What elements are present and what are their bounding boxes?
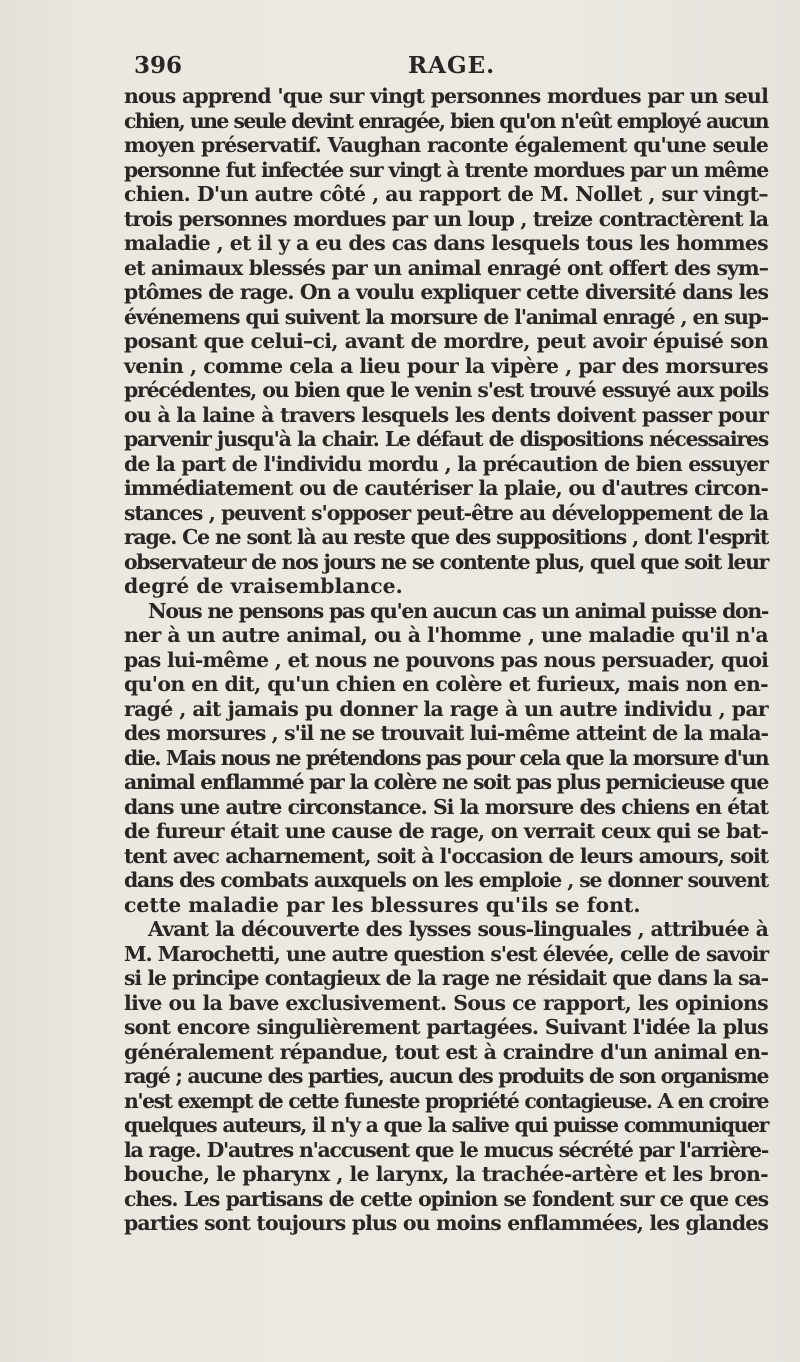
text-line: de la part de l'individu mordu , la précaution de bien essuyer: [124, 451, 768, 476]
text-line: die. Mais nous ne prétendons pas pour cela que la morsure d'un: [124, 745, 768, 770]
running-head: RAGE.: [408, 52, 496, 79]
text-line: parties sont toujours plus ou moins enflammées, les glandes: [124, 1211, 768, 1235]
text-line-paragraph-start: Avant la découverte des lysses sous-linguales , attribuée à: [148, 917, 768, 941]
body-text: [124, 84, 768, 1236]
text-line: personne fut infectée sur vingt à trente mordues par un même: [124, 157, 768, 182]
text-line: événemens qui suivent la morsure de l'animal enragé , en sup-: [124, 304, 768, 329]
text-line-paragraph-end: degré de vraisemblance.: [124, 574, 403, 598]
text-line: rage. Ce ne sont là au reste que des suppositions , dont l'esprit: [124, 525, 768, 549]
text-line: ches. Les partisans de cette opinion se fondent sur ce que ces: [124, 1186, 768, 1211]
text-line: dans des combats auxquels on les emploie , se donner souvent: [124, 868, 768, 892]
text-line: chien. D'un autre côté , au rapport de M. Nollet , sur vingt–: [124, 182, 768, 206]
text-line: M. Marochetti, une autre question s'est élevée, celle de savoir: [124, 941, 768, 966]
page-header: [126, 52, 766, 80]
text-line: parvenir jusqu'à la chair. Le défaut de dispositions nécessaires: [124, 427, 768, 451]
text-line: live ou la bave exclusivement. Sous ce rapport, les opinions: [124, 990, 768, 1015]
text-line: précédentes, ou bien que le venin s'est trouvé essuyé aux poils: [124, 378, 768, 402]
text-line: nous apprend 'que sur vingt personnes mordues par un seul: [124, 84, 768, 108]
text-line: moyen préservatif. Vaughan raconte également qu'une seule: [124, 133, 768, 157]
text-line: tent avec acharnement, soit à l'occasion de leurs amours, soit: [124, 843, 768, 868]
text-line: et animaux blessés par un animal enragé ont offert des sym–: [124, 255, 768, 280]
text-line: bouche, le pharynx , le larynx, la trachée-artère et les bron-: [124, 1162, 768, 1186]
text-line: sont encore singulièrement partagées. Suivant l'idée la plus: [124, 1015, 768, 1039]
text-line: de fureur était une cause de rage, on verrait ceux qui se bat-: [124, 819, 768, 843]
text-line: dans une autre circonstance. Si la morsure des chiens en état: [124, 794, 768, 819]
text-line: immédiatement ou de cautériser la plaie, ou d'autres circon-: [124, 476, 768, 500]
page-number: 396: [134, 52, 183, 79]
text-line: ner à un autre animal, ou à l'homme , une maladie qu'il n'a: [124, 623, 768, 647]
text-line: animal enflammé par la colère ne soit pas plus pernicieuse que: [124, 770, 768, 794]
text-line: stances , peuvent s'opposer peut-être au développement de la: [124, 500, 768, 525]
text-line-paragraph-end: cette maladie par les blessures qu'ils se font.: [124, 892, 641, 917]
text-line: ragé , ait jamais pu donner la rage à un autre individu , par: [124, 696, 768, 721]
text-line: qu'on en dit, qu'un chien en colère et furieux, mais non en-: [124, 672, 768, 696]
text-line: des morsures , s'il ne se trouvait lui-même atteint de la mala-: [124, 721, 768, 745]
text-line: posant que celui–ci, avant de mordre, peut avoir épuisé son: [124, 329, 768, 353]
text-line: observateur de nos jours ne se contente plus, quel que soit leur: [124, 549, 768, 574]
text-line: si le principe contagieux de la rage ne résidait que dans la sa-: [124, 966, 768, 990]
text-line: venin , comme cela a lieu pour la vipère , par des morsures: [124, 353, 768, 378]
text-line: généralement répandue, tout est à craindre d'un animal en-: [124, 1039, 768, 1064]
text-line: maladie , et il y a eu des cas dans lesquels tous les hommes: [124, 231, 768, 255]
text-line: ptômes de rage. On a voulu expliquer cette diversité dans les: [124, 280, 768, 304]
text-line: ragé ; aucune des parties, aucun des produits de son organisme: [124, 1064, 768, 1088]
text-line: la rage. D'autres n'accusent que le mucus sécrété par l'arrière-: [124, 1137, 768, 1162]
text-line-paragraph-start: Nous ne pensons pas qu'en aucun cas un animal puisse don-: [148, 598, 768, 623]
text-line: chien, une seule devint enragée, bien qu'on n'eût employé aucun: [124, 108, 768, 133]
text-line: trois personnes mordues par un loup , treize contractèrent la: [124, 206, 768, 231]
text-line: quelques auteurs, il n'y a que la salive qui puisse communiquer: [124, 1113, 768, 1137]
text-line: n'est exempt de cette funeste propriété contagieuse. A en croire: [124, 1088, 768, 1113]
text-line: ou à la laine à travers lesquels les dents doivent passer pour: [124, 402, 768, 427]
text-line: pas lui-même , et nous ne pouvons pas nous persuader, quoi: [124, 647, 768, 672]
